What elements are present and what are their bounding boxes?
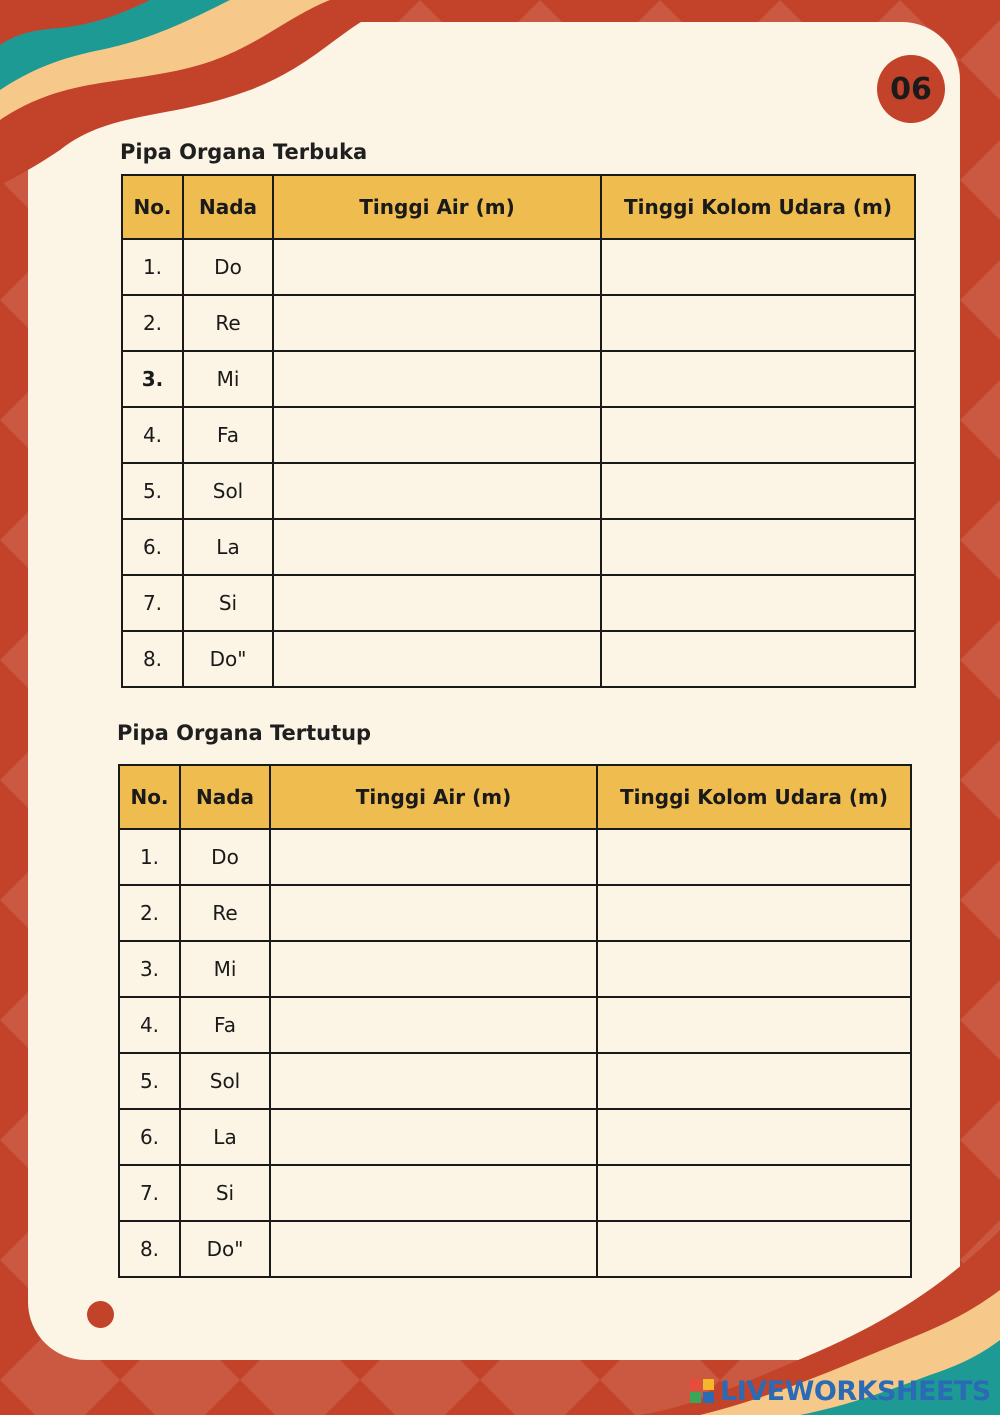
table-row xyxy=(122,631,915,687)
liveworksheets-logo-text: LIVEWORKSHEETS xyxy=(720,1375,991,1407)
header-tinggi-air: Tinggi Air (m) xyxy=(273,175,601,239)
cell-nada: La xyxy=(180,1109,270,1165)
cell-nada: Do xyxy=(183,239,273,295)
cell-nada: Re xyxy=(183,295,273,351)
table-row xyxy=(119,997,911,1053)
closed-pipe-table xyxy=(118,764,912,1278)
cell-no: 1. xyxy=(122,239,183,295)
table-row xyxy=(122,575,915,631)
cell-no: 4. xyxy=(119,997,180,1053)
table-row xyxy=(119,1165,911,1221)
cell-tinggi-kolom-input[interactable] xyxy=(597,997,911,1053)
cell-tinggi-kolom-input[interactable] xyxy=(597,941,911,997)
table-row xyxy=(119,941,911,997)
cell-tinggi-air-input[interactable] xyxy=(270,1109,597,1165)
table-header-row xyxy=(122,175,915,239)
liveworksheets-logo-icon xyxy=(690,1379,714,1403)
cell-tinggi-kolom-input[interactable] xyxy=(597,885,911,941)
cell-tinggi-air-input[interactable] xyxy=(273,575,601,631)
table-row xyxy=(122,239,915,295)
section-title-closed-pipe: Pipa Organa Tertutup xyxy=(117,721,372,745)
cell-tinggi-kolom-input[interactable] xyxy=(601,407,915,463)
cell-no: 3. xyxy=(122,351,183,407)
cell-tinggi-air-input[interactable] xyxy=(270,997,597,1053)
table-row xyxy=(119,1053,911,1109)
cell-no: 2. xyxy=(122,295,183,351)
table-row xyxy=(119,1109,911,1165)
cell-nada: Re xyxy=(180,885,270,941)
page-number: 06 xyxy=(890,71,932,107)
cell-nada: Mi xyxy=(183,351,273,407)
cell-nada: Mi xyxy=(180,941,270,997)
table-row xyxy=(122,519,915,575)
cell-tinggi-air-input[interactable] xyxy=(270,1165,597,1221)
cell-tinggi-kolom-input[interactable] xyxy=(601,575,915,631)
cell-no: 4. xyxy=(122,407,183,463)
section-title-open-pipe: Pipa Organa Terbuka xyxy=(120,140,368,164)
cell-tinggi-air-input[interactable] xyxy=(273,295,601,351)
cell-no: 8. xyxy=(122,631,183,687)
decorative-dot xyxy=(87,1301,114,1328)
cell-no: 8. xyxy=(119,1221,180,1277)
cell-tinggi-kolom-input[interactable] xyxy=(601,631,915,687)
cell-tinggi-air-input[interactable] xyxy=(273,463,601,519)
header-tinggi-kolom-udara: Tinggi Kolom Udara (m) xyxy=(597,765,911,829)
cell-tinggi-air-input[interactable] xyxy=(273,631,601,687)
header-no: No. xyxy=(122,175,183,239)
header-no: No. xyxy=(119,765,180,829)
cell-no: 7. xyxy=(119,1165,180,1221)
table-row xyxy=(119,1221,911,1277)
cell-nada: Do" xyxy=(183,631,273,687)
cell-nada: Fa xyxy=(180,997,270,1053)
header-nada: Nada xyxy=(183,175,273,239)
cell-nada: Do" xyxy=(180,1221,270,1277)
cell-tinggi-air-input[interactable] xyxy=(270,885,597,941)
cell-nada: Sol xyxy=(183,463,273,519)
cell-tinggi-air-input[interactable] xyxy=(273,519,601,575)
table-row xyxy=(119,829,911,885)
cell-tinggi-kolom-input[interactable] xyxy=(597,1053,911,1109)
cell-tinggi-kolom-input[interactable] xyxy=(601,295,915,351)
cell-no: 6. xyxy=(119,1109,180,1165)
cell-tinggi-kolom-input[interactable] xyxy=(601,519,915,575)
cell-no: 5. xyxy=(122,463,183,519)
cell-tinggi-air-input[interactable] xyxy=(273,407,601,463)
cell-tinggi-kolom-input[interactable] xyxy=(601,239,915,295)
liveworksheets-logo xyxy=(690,1374,991,1408)
cell-no: 5. xyxy=(119,1053,180,1109)
cell-nada: Si xyxy=(183,575,273,631)
cell-nada: Sol xyxy=(180,1053,270,1109)
cell-no: 7. xyxy=(122,575,183,631)
cell-tinggi-air-input[interactable] xyxy=(270,1053,597,1109)
cell-nada: La xyxy=(183,519,273,575)
cell-tinggi-air-input[interactable] xyxy=(273,239,601,295)
cell-nada: Si xyxy=(180,1165,270,1221)
header-tinggi-kolom-udara: Tinggi Kolom Udara (m) xyxy=(601,175,915,239)
table-row xyxy=(119,885,911,941)
cell-tinggi-kolom-input[interactable] xyxy=(597,1109,911,1165)
cell-tinggi-air-input[interactable] xyxy=(270,829,597,885)
header-tinggi-air: Tinggi Air (m) xyxy=(270,765,597,829)
cell-tinggi-kolom-input[interactable] xyxy=(597,1165,911,1221)
cell-tinggi-kolom-input[interactable] xyxy=(597,1221,911,1277)
table-row xyxy=(122,463,915,519)
open-pipe-table xyxy=(121,174,916,688)
cell-tinggi-air-input[interactable] xyxy=(270,1221,597,1277)
cell-nada: Do xyxy=(180,829,270,885)
table-header-row xyxy=(119,765,911,829)
cell-tinggi-air-input[interactable] xyxy=(270,941,597,997)
header-nada: Nada xyxy=(180,765,270,829)
cell-no: 2. xyxy=(119,885,180,941)
cell-nada: Fa xyxy=(183,407,273,463)
cell-tinggi-kolom-input[interactable] xyxy=(601,351,915,407)
cell-tinggi-air-input[interactable] xyxy=(273,351,601,407)
cell-tinggi-kolom-input[interactable] xyxy=(597,829,911,885)
cell-no: 1. xyxy=(119,829,180,885)
table-row xyxy=(122,295,915,351)
table-row xyxy=(122,351,915,407)
cell-tinggi-kolom-input[interactable] xyxy=(601,463,915,519)
page-number-badge xyxy=(877,55,945,123)
table-row xyxy=(122,407,915,463)
cell-no: 3. xyxy=(119,941,180,997)
cell-no: 6. xyxy=(122,519,183,575)
